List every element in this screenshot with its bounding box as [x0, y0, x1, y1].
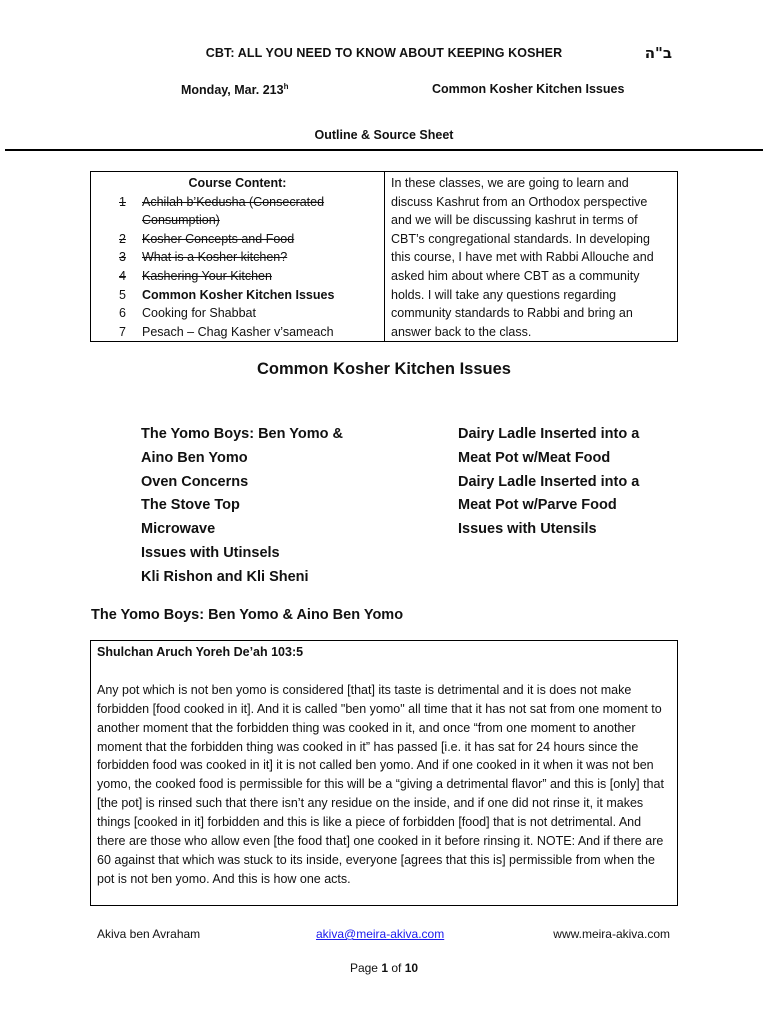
topic-item: Kli Rishon and Kli Sheni: [141, 568, 309, 585]
footer-website: www.meira-akiva.com: [553, 927, 670, 941]
topics-list-left: [141, 423, 343, 590]
page-current: 1: [381, 961, 388, 975]
footer-email-link[interactable]: akiva@meira-akiva.com: [316, 927, 445, 941]
page-number: [0, 961, 768, 975]
source-passage: Any pot which is not ben yomo is considered [that] its taste is detrimental and it is does not make forbidden [food cooked in it]. And it is called "ben yomo" all time that it has not sat from one moment to another moment that the forbidden thing was cooked in it, and once “from one moment to another moment that the forbidden thing was cooked in it” has passed [i.e. it has sat for 24 hours since the forbidden food was cooked in it] it is not called ben yomo. And if one cooked in it when it was not ben yomo, the cooked food is permissible for this will be a “giving a detrimental flavor” and this is [only] that [the pot] is rinsed such that there isn’t any residue on the inside, and if one did not rinse it, it makes things [cooked in it] forbidden and this is like a piece of forbidden [food] that is not detrimental. And there are those who allow even [the food that] one cooked in it before rinsing it. NOTE: And if there are 60 against that which was stuck to its inside, everyone [agrees that this is] permissible from when the pot is not ben yomo. And this is how one acts.: [97, 682, 664, 886]
course-item-label: Cooking for Shabbat: [142, 306, 256, 321]
topic-item: The Stove Top: [141, 497, 240, 514]
section-title: Common Kosher Kitchen Issues: [257, 360, 511, 378]
course-item-number: 6: [119, 306, 126, 321]
course-content-heading: Course Content:: [188, 176, 287, 190]
course-item-number: 2: [119, 231, 126, 246]
course-item: [95, 304, 380, 323]
source-citation: Shulchan Aruch Yoreh De’ah 103:5: [97, 645, 304, 659]
header-divider: [5, 149, 763, 151]
topic-item: Issues with Utensils: [458, 521, 597, 538]
topic-item: Meat Pot w/Meat Food: [458, 449, 611, 466]
class-date-text: Monday, Mar. 213: [181, 83, 284, 97]
footer-author: Akiva ben Avraham: [97, 927, 201, 941]
topic-item: Meat Pot w/Parve Food: [458, 497, 617, 514]
course-item-current: [95, 286, 380, 305]
course-item: [95, 193, 380, 230]
course-item-number: 4: [119, 268, 126, 283]
course-content-table: [90, 171, 678, 342]
course-item-number: 5: [119, 287, 126, 302]
topics-list-right: [458, 423, 639, 542]
course-item-number: 3: [119, 250, 126, 265]
class-date: [181, 82, 288, 97]
course-item: [95, 248, 380, 267]
topic-item: Microwave: [141, 521, 216, 538]
course-item: [95, 267, 380, 286]
topic-item: The Yomo Boys: Ben Yomo &: [141, 426, 343, 442]
yomo-section-heading: The Yomo Boys: Ben Yomo & Aino Ben Yomo: [91, 607, 404, 623]
class-topic: Common Kosher Kitchen Issues: [432, 82, 625, 96]
topic-item: Dairy Ladle Inserted into a: [458, 426, 640, 442]
course-item-number: 7: [119, 324, 126, 339]
topic-item: Dairy Ladle Inserted into a: [458, 473, 640, 490]
hebrew-header-mark: ב"ה: [644, 44, 672, 62]
topic-item: Oven Concerns: [141, 473, 249, 490]
topic-item: Issues with Utinsels: [141, 544, 280, 561]
topic-item: Aino Ben Yomo: [141, 449, 248, 466]
course-item-label: Kosher Concepts and Food: [142, 231, 295, 246]
course-item-label: Pesach – Chag Kasher v’sameach: [142, 324, 334, 339]
course-item: [95, 230, 380, 249]
course-item-label: Common Kosher Kitchen Issues: [142, 287, 335, 302]
source-text-box: [90, 640, 678, 906]
course-item-label: Achilah b’Kedusha (Consecrated Consumption): [142, 194, 325, 228]
document-subtitle: Outline & Source Sheet: [314, 128, 454, 142]
course-item-label: What is a Kosher kitchen?: [142, 250, 288, 265]
page-total: 10: [404, 961, 419, 975]
course-item: [95, 323, 380, 342]
class-date-superscript: h: [283, 82, 289, 91]
course-content-list: [91, 172, 385, 341]
page-prefix: Page: [349, 961, 378, 975]
course-item-number: 1: [119, 194, 126, 209]
course-item-label: Kashering Your Kitchen: [142, 268, 272, 283]
course-intro-text: In these classes, we are going to learn and discuss Kashrut from an Orthodox perspective and we will be discussing kashrut in terms of CBT’s congregational standards. In developing this course, I have met with Rabbi Allouche and asked him about where CBT as a community holds. I will take any questions regarding community standards to Rabbi and bring an answer back to the class.: [391, 176, 654, 339]
document-header-title: CBT: ALL YOU NEED TO KNOW ABOUT KEEPING KOSHER: [205, 46, 563, 60]
page-of: of: [391, 961, 402, 975]
